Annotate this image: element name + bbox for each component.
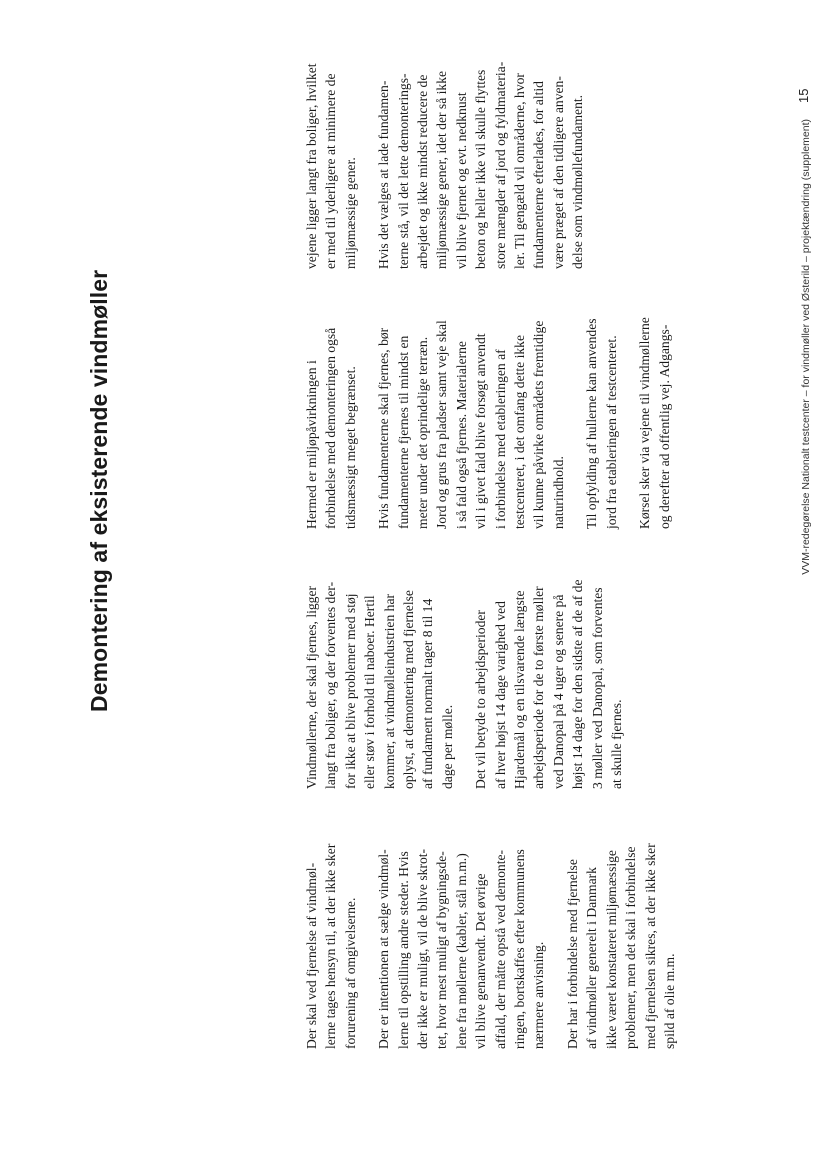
- text-line: delse som vindmøllefundament.: [570, 94, 586, 269]
- text-line: affald, der måtte opstå ved demonte-: [492, 849, 508, 1049]
- paragraph: [302, 279, 360, 529]
- text-line: Vindmøllerne, der skal fjernes, ligger: [304, 585, 319, 789]
- text-line: arbejdet og ikke mindst reducere de: [415, 74, 431, 269]
- text-column-1: [302, 799, 693, 1049]
- text-line: terne stå, vil det lette demonterings-: [395, 73, 411, 269]
- text-line: fundamenterne fjernes til mindst en: [395, 335, 411, 529]
- text-line: Der har i forbindelse med fjernelse: [564, 859, 580, 1049]
- text-line: 3 møller ved Danopal, som forventes: [589, 587, 605, 789]
- text-line: af vindmøller generelt i Danmark: [584, 867, 600, 1049]
- text-line: dage per mølle.: [439, 704, 455, 789]
- text-line: Til opfylding af hullerne kan anvendes: [584, 318, 600, 529]
- text-line: arbejdsperiode for de to første møller: [531, 586, 547, 789]
- text-line: der ikke er muligt, vil de blive skrot-: [415, 848, 431, 1049]
- text-line: miljømæssige gener.: [342, 157, 358, 269]
- text-line: ikke været konstateret miljømæssige: [603, 850, 619, 1049]
- text-line: spild af olie m.m.: [661, 953, 677, 1049]
- text-line: miljømæssige gener, idet der så ikke: [434, 70, 450, 269]
- text-line: højst 14 dage for den sidste af de af de: [570, 579, 586, 789]
- paragraph: [302, 799, 360, 1049]
- text-line: problemer, men det skal i forbindelse: [623, 846, 639, 1049]
- text-line: jord fra etableringen af testcenteret.: [603, 335, 619, 529]
- text-line: tet, hvor mest muligt af bygningsde-: [434, 851, 450, 1049]
- text-line: kommer, at vindmølleindustrien har: [381, 593, 397, 789]
- text-line: Det vil betyde to arbejdsperioder: [473, 610, 489, 789]
- paragraph: [563, 799, 679, 1049]
- text-line: lene fra møllerne (kabler, stål m.m.): [453, 853, 469, 1049]
- paragraph: [471, 539, 626, 789]
- text-line: Hermed er miljøpåvirkningen i: [304, 360, 319, 529]
- text-line: Hvis fundamenterne skal fjernes, bør: [376, 327, 392, 529]
- text-line: lerne tages hensyn til, at der ikke sker: [323, 843, 339, 1049]
- paragraph: [374, 279, 568, 529]
- page-number: 15: [796, 88, 811, 103]
- text-line: vil i givet fald blive forsøgt anvendt: [473, 333, 489, 529]
- text-line: tidsmæssigt meget begrænset.: [342, 366, 358, 529]
- paragraph: [582, 279, 621, 529]
- text-line: af hver højst 14 dage varighed ved: [492, 601, 508, 789]
- text-line: fundamenterne efterlades, for altid: [531, 81, 547, 269]
- text-column-2: [302, 539, 641, 789]
- paragraph: [635, 279, 674, 529]
- text-line: være præget af den tidligere anven-: [550, 76, 566, 269]
- text-line: Jord og grus fra pladser samt veje skal: [434, 320, 450, 529]
- paragraph: [374, 799, 549, 1049]
- text-line: naturindhold.: [550, 456, 566, 529]
- text-line: er med til yderligere at minimere de: [323, 73, 339, 269]
- text-line: forbindelse med demonteringen også: [323, 327, 339, 529]
- text-line: vil blive fjernet og evt. nedknust: [453, 92, 469, 269]
- text-line: testcenteret, i det omfang dette ikke: [512, 334, 528, 529]
- text-line: beton og heller ikke vil skulle flyttes: [473, 69, 489, 269]
- text-line: for ikke at blive problemer med støj: [342, 593, 358, 789]
- paragraph: [302, 19, 360, 269]
- text-line: oplyst, at demontering med fjernelse: [401, 590, 417, 789]
- text-line: eller støv i forhold til naboer. Hertil: [362, 595, 378, 789]
- text-line: Kørsel sker via vejene til vindmøllerne: [637, 317, 653, 529]
- text-line: ler. Til gengæld vil områderne, hvor: [512, 73, 528, 269]
- text-column-3: [302, 279, 688, 529]
- text-line: ringen, bortskaffes efter kommunens: [512, 849, 528, 1049]
- text-line: langt fra boliger, og der forventes der-: [323, 581, 339, 789]
- text-line: af fundament normalt tager 8 til 14: [420, 598, 436, 789]
- text-line: vil kunne påvirke områdets fremtidige: [531, 320, 547, 529]
- text-line: med fjernelsen sikres, at der ikke sker: [642, 843, 658, 1049]
- text-line: forurening af omgivelserne.: [342, 897, 358, 1049]
- text-line: Hvis det vælges at lade fundamen-: [376, 80, 392, 269]
- text-line: og derefter ad offentlig vej. Adgangs-: [656, 324, 672, 529]
- text-line: vil blive genanvendt. Det øvrige: [473, 873, 489, 1049]
- text-line: i forbindelse med etableringen af: [492, 349, 508, 529]
- paragraph: [302, 539, 457, 789]
- text-line: meter under det oprindelige terræn.: [415, 336, 431, 529]
- page-title: Demontering af eksisterende vindmøller: [86, 269, 112, 712]
- footer-text: VVM-redegørelse Nationalt testcenter – for vindmøller ved Østerild – projektændring (supplement): [800, 119, 812, 575]
- text-line: Der er intentionen at sælge vindmøl-: [376, 849, 392, 1049]
- text-column-4: [302, 19, 602, 269]
- text-line: at skulle fjernes.: [609, 699, 625, 789]
- text-line: ved Danopal på 4 uger og senere på: [550, 594, 566, 789]
- paragraph: [374, 19, 587, 269]
- text-line: nærmere anvisning.: [531, 941, 547, 1049]
- text-line: lerne til opstilling andre steder. Hvis: [395, 851, 411, 1049]
- text-line: vejene ligger langt fra boliger, hvilket: [304, 63, 319, 269]
- text-line: i så fald også fjernes. Materialerne: [453, 341, 469, 529]
- text-line: Der skal ved fjernelse af vindmøl-: [304, 862, 319, 1049]
- text-line: Hjardemål og en tilsvarende længste: [512, 590, 528, 789]
- text-line: store mængder af jord og fyldmateria-: [492, 61, 508, 269]
